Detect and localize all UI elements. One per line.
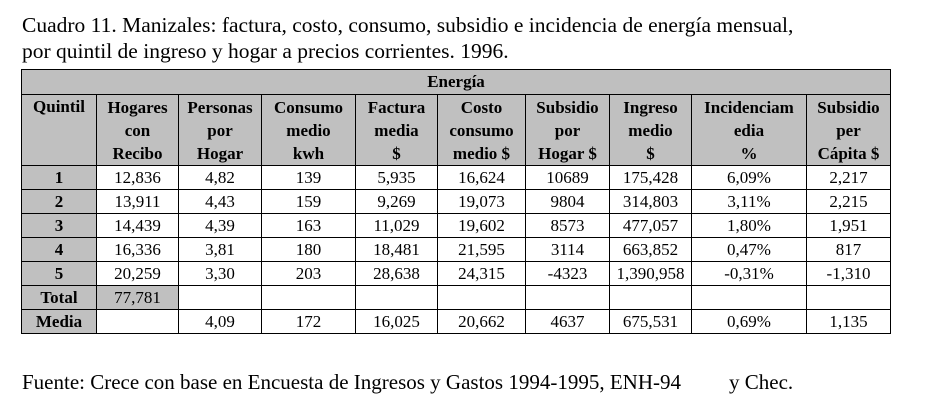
header-line: Hogar $ [538, 143, 597, 163]
table-cell [438, 286, 526, 310]
caption-line-1: Cuadro 11. Manizales: factura, costo, consumo, subsidio e incidencia de energía mensual, [22, 13, 794, 37]
header-line: media [374, 120, 419, 140]
table-cell: 3,30 [179, 262, 262, 286]
table-cell [179, 286, 262, 310]
header-line: Factura [367, 97, 426, 117]
table-cell: 9,269 [356, 190, 438, 214]
header-line: Hogar [196, 143, 244, 163]
row-label: 3 [22, 214, 97, 238]
table-cell: 28,638 [356, 262, 438, 286]
column-header [692, 95, 807, 166]
header-line: Subsidio [536, 97, 599, 117]
header-line: $ [646, 143, 655, 163]
table-cell: 3114 [526, 238, 610, 262]
row-label: 4 [22, 238, 97, 262]
table-cell: 20,662 [438, 310, 526, 334]
header-line: Hogares [107, 97, 168, 117]
table-cell [807, 286, 891, 310]
table-cell [356, 286, 438, 310]
energy-table [21, 69, 891, 334]
header-line: medio $ [452, 143, 511, 163]
table-cell: 0,47% [692, 238, 807, 262]
table-cell: -4323 [526, 262, 610, 286]
table-cell: 4,43 [179, 190, 262, 214]
table-cell: 8573 [526, 214, 610, 238]
header-line: $ [392, 143, 401, 163]
table-caption [22, 12, 902, 64]
table-cell: 2,217 [807, 166, 891, 190]
table-cell: 1,390,958 [610, 262, 692, 286]
source-tail: y Chec. [729, 370, 794, 394]
source-text: Fuente: Crece con base en Encuesta de Ingresos y Gastos 1994-1995, ENH-94 [22, 370, 681, 394]
table-cell: 19,073 [438, 190, 526, 214]
header-line: Subsidio [817, 97, 880, 117]
header-line: por [554, 120, 581, 140]
row-label: 1 [22, 166, 97, 190]
band-row [22, 70, 891, 95]
table-row [22, 166, 891, 190]
row-label: 5 [22, 262, 97, 286]
column-header [22, 95, 97, 166]
table-cell: 9804 [526, 190, 610, 214]
table-cell: 19,602 [438, 214, 526, 238]
header-line: Recibo [112, 143, 163, 163]
row-label: Media [22, 310, 97, 334]
table-cell: 4,09 [179, 310, 262, 334]
header-line: Cápita $ [817, 143, 880, 163]
table-cell: 16,336 [97, 238, 179, 262]
row-label: 2 [22, 190, 97, 214]
table-cell: 675,531 [610, 310, 692, 334]
table-cell [262, 286, 356, 310]
column-header [262, 95, 356, 166]
table-cell: 203 [262, 262, 356, 286]
table-cell: 314,803 [610, 190, 692, 214]
table-cell: 2,215 [807, 190, 891, 214]
table-cell: 175,428 [610, 166, 692, 190]
table-cell: 477,057 [610, 214, 692, 238]
table-cell: 4,39 [179, 214, 262, 238]
table-cell [97, 310, 179, 334]
table-row [22, 214, 891, 238]
header-line: por [207, 120, 233, 140]
table-cell: -0,31% [692, 262, 807, 286]
table-cell: 16,025 [356, 310, 438, 334]
table-cell: 20,259 [97, 262, 179, 286]
table-cell: 21,595 [438, 238, 526, 262]
table-cell: 3,11% [692, 190, 807, 214]
header-line: Consumo [274, 97, 343, 117]
row-label: Total [22, 286, 97, 310]
table-cell: 10689 [526, 166, 610, 190]
column-header [807, 95, 891, 166]
table-cell: 12,836 [97, 166, 179, 190]
column-header [97, 95, 179, 166]
header-line: per [836, 120, 861, 140]
table-cell: 13,911 [97, 190, 179, 214]
table-cell: 1,80% [692, 214, 807, 238]
table-cell: 180 [262, 238, 356, 262]
table-cell: 3,81 [179, 238, 262, 262]
table-cell [610, 286, 692, 310]
table-cell: 1,135 [807, 310, 891, 334]
table-cell: 0,69% [692, 310, 807, 334]
header-line: % [740, 143, 758, 163]
column-header [610, 95, 692, 166]
table-cell: 77,781 [97, 286, 179, 310]
header-line: medio [286, 120, 331, 140]
table-body [22, 70, 891, 334]
table-cell: 1,951 [807, 214, 891, 238]
header-line: Personas [187, 97, 253, 117]
table-cell: 4637 [526, 310, 610, 334]
header-line: consumo [449, 120, 514, 140]
header-line: medio [628, 120, 673, 140]
header-line: Quintil [33, 97, 85, 116]
table-cell: 14,439 [97, 214, 179, 238]
table-cell: 11,029 [356, 214, 438, 238]
table-cell: 172 [262, 310, 356, 334]
table-row [22, 286, 891, 310]
table-cell [526, 286, 610, 310]
header-line: kwh [292, 143, 325, 163]
table-cell: 24,315 [438, 262, 526, 286]
band-label: Energía [22, 70, 891, 95]
source-note [22, 370, 793, 395]
table-cell [692, 286, 807, 310]
column-header [438, 95, 526, 166]
header-line: Costo [460, 97, 503, 117]
header-line: con [124, 120, 151, 140]
table-cell: 163 [262, 214, 356, 238]
column-header [526, 95, 610, 166]
table-cell: 817 [807, 238, 891, 262]
column-header [356, 95, 438, 166]
table-row [22, 310, 891, 334]
caption-line-2: por quintil de ingreso y hogar a precios corrientes. 1996. [22, 39, 509, 63]
table-cell: 6,09% [692, 166, 807, 190]
table-cell: 159 [262, 190, 356, 214]
table-cell: 5,935 [356, 166, 438, 190]
table-cell: 18,481 [356, 238, 438, 262]
table-cell: 16,624 [438, 166, 526, 190]
table-row [22, 238, 891, 262]
header-line: edia [733, 120, 765, 140]
table-cell: 139 [262, 166, 356, 190]
table-cell: -1,310 [807, 262, 891, 286]
table-row [22, 190, 891, 214]
header-row [22, 95, 891, 166]
column-header [179, 95, 262, 166]
table-cell: 663,852 [610, 238, 692, 262]
table-cell: 4,82 [179, 166, 262, 190]
table-row [22, 262, 891, 286]
header-line: Incidenciam [704, 97, 794, 117]
header-line: Ingreso [623, 97, 678, 117]
